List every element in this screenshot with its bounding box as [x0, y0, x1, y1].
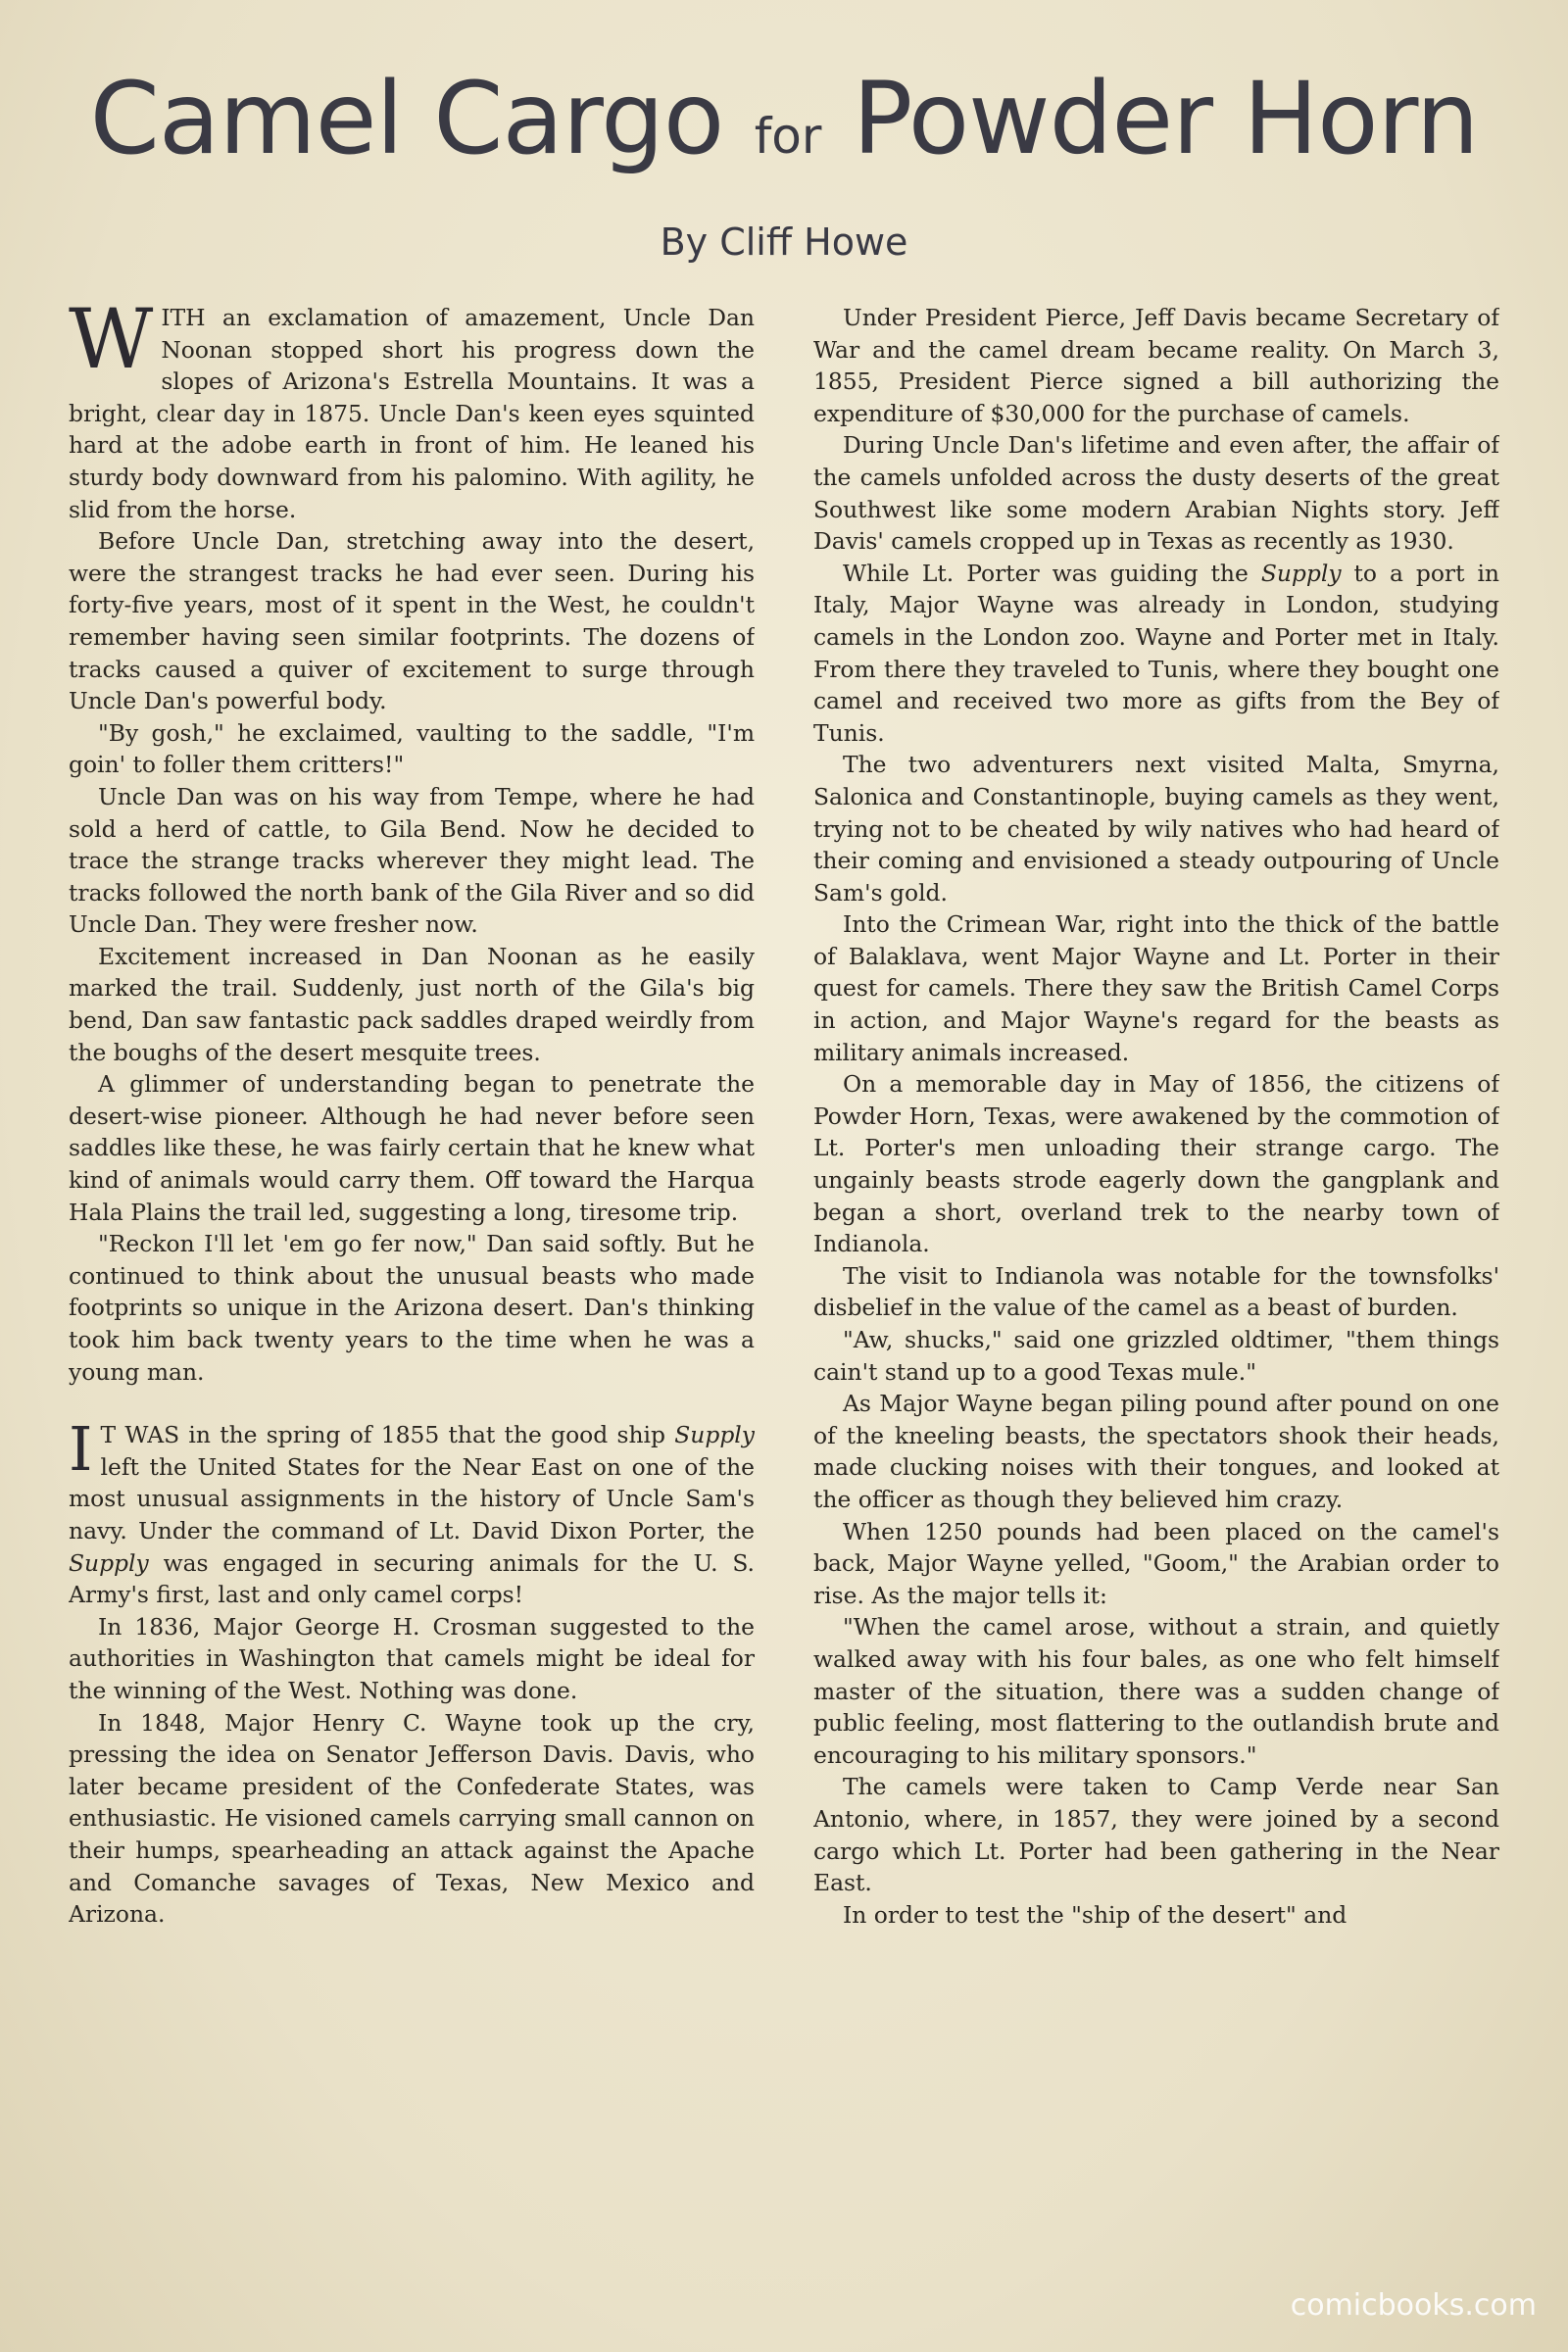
paragraph: While Lt. Porter was guiding the Supply to a port in Italy, Major Wayne was already in London, studying camels in the London zoo. Wayne and Porter met in Italy. From there they traveled to Tunis, where they bought one camel and received two more as gifts from the Bey of Tunis.: [813, 559, 1499, 747]
paragraph: Uncle Dan was on his way from Tempe, where he had sold a herd of cattle, to Gila Bend. Now he decided to trace the strange tracks wherever they might lead. The tracks followed the north bank of the Gila River and so did Uncle Dan. They were fresher now.: [69, 782, 755, 939]
paragraph: During Uncle Dan's lifetime and even after, the affair of the camels unfolded across the dusty deserts of the great Southwest like some modern Arabian Nights story. Jeff Davis' camels cropped up in Texas as recently as 1930.: [813, 431, 1499, 556]
right-column: [813, 302, 1499, 2272]
paragraph: "Reckon I'll let 'em go fer now," Dan said softly. But he continued to think about the unusual beasts who made footprints so unique in the Arizona desert. Dan's thinking took him back twenty years to the time when he was a young man.: [69, 1230, 755, 1386]
title-connector: for: [754, 108, 822, 165]
paragraph: The visit to Indianola was notable for the townsfolks' disbelief in the value of the camel as a beast of burden.: [813, 1261, 1499, 1322]
paragraph: "Aw, shucks," said one grizzled oldtimer, "them things cain't stand up to a good Texas mule.": [813, 1326, 1499, 1386]
paragraph: In order to test the "ship of the desert" and: [843, 1900, 1348, 1929]
paragraph: I T WAS in the spring of 1855 that the good ship Supply left the United States for the Near East on one of the most unusual assignments in the history of Uncle Sam's navy. Under the command of Lt. David Dixon Porter, the Supply was engaged in securing animals for the U. S. Army's first, last and only camel corps!: [69, 1413, 755, 1609]
article-title: [59, 61, 1509, 195]
paragraph: On a memorable day in May of 1856, the citizens of Powder Horn, Texas, were awakened by the commotion of Lt. Porter's men unloading their strange cargo. The ungainly beasts strode eagerly down the gangplank and began a short, overland trek to the nearby town of Indianola.: [813, 1070, 1499, 1258]
ship-name: Supply: [69, 1548, 149, 1577]
paragraph: The camels were taken to Camp Verde near San Antonio, where, in 1857, they were joined by a second cargo which Lt. Porter had been gathering in the Near East.: [813, 1773, 1499, 1897]
drop-cap: I: [69, 1413, 93, 1486]
left-column: [69, 302, 755, 2272]
paragraph: Before Uncle Dan, stretching away into the desert, were the strangest tracks he had ever seen. During his forty-five years, most of it spent in the West, he couldn't remember having seen similar footprints. The dozens of tracks caused a quiver of excitement to surge through Uncle Dan's powerful body.: [69, 527, 755, 715]
watermark: comicbooks.com: [1290, 2288, 1537, 2323]
title-end: Powder Horn: [852, 61, 1479, 177]
paragraph: Under President Pierce, Jeff Davis became Secretary of War and the camel dream became reality. On March 3, 1855, President Pierce signed a bill authorizing the expenditure of $30,000 for the purchase of camels.: [813, 304, 1499, 427]
drop-cap: W: [69, 302, 154, 387]
paragraph: As Major Wayne began piling pound after pound on one of the kneeling beasts, the spectators shook their heads, made clucking noises with their tongues, and looked at the officer as though they believed him crazy.: [813, 1390, 1499, 1513]
paragraph: When 1250 pounds had been placed on the camel's back, Major Wayne yelled, "Goom," the Arabian order to rise. As the major tells it:: [813, 1517, 1499, 1609]
paragraph: The two adventurers next visited Malta, Smyrna, Salonica and Constantinople, buying camels as they went, trying not to be cheated by wily natives who had heard of their coming and envisioned a steady outpouring of Uncle Sam's gold.: [813, 751, 1499, 906]
byline: By Cliff Howe: [660, 220, 908, 264]
paragraph: Into the Crimean War, right into the thick of the battle of Balaklava, went Major Wayne and Lt. Porter in their quest for camels. There they saw the British Camel Corps in action, and Major Wayne's regard for the beasts as military animals increased.: [813, 910, 1499, 1066]
paragraph: In 1848, Major Henry C. Wayne took up the cry, pressing the idea on Senator Jefferson Davis. Davis, who later became president of the Confederate States, was enthusiastic. He visioned camels carrying small cannon on their humps, spearheading an attack against the Apache and Comanche savages of Texas, New Mexico and Arizona.: [69, 1708, 755, 1929]
paragraph: A glimmer of understanding began to penetrate the desert-wise pioneer. Although he had never before seen saddles like these, he was fairly certain that he knew what kind of animals would carry them. Off toward the Harqua Hala Plains the trail led, suggesting a long, tiresome trip.: [69, 1070, 755, 1226]
paragraph: WITH an exclamation of amazement, Uncle Dan Noonan stopped short his progress down the slopes of Arizona's Estrella Mountains. It was a bright, clear day in 1875. Uncle Dan's keen eyes squinted hard at the adobe earth in front of him. He leaned his sturdy body downward from his palomino. With agility, he slid from the horse.: [69, 302, 755, 523]
paragraph: Excitement increased in Dan Noonan as he easily marked the trail. Suddenly, just north of the Gila's big bend, Dan saw fantastic pack saddles draped weirdly from the boughs of the desert mesquite trees.: [69, 942, 755, 1066]
paragraph: In 1836, Major George H. Crosman suggested to the authorities in Washington that camels might be ideal for the winning of the West. Nothing was done.: [69, 1612, 755, 1704]
title-main: Camel Cargo: [89, 61, 724, 177]
ship-name: Supply: [1260, 559, 1342, 587]
paragraph: "When the camel arose, without a strain, and quietly walked away with his four bales, as one who felt himself master of the situation, there was a sudden change of public feeling, most flattering to the outlandish brute and encouraging to his military sponsors.": [813, 1613, 1499, 1769]
paragraph: "By gosh," he exclaimed, vaulting to the saddle, "I'm goin' to foller them critters!": [69, 718, 755, 779]
ship-name: Supply: [674, 1421, 755, 1449]
